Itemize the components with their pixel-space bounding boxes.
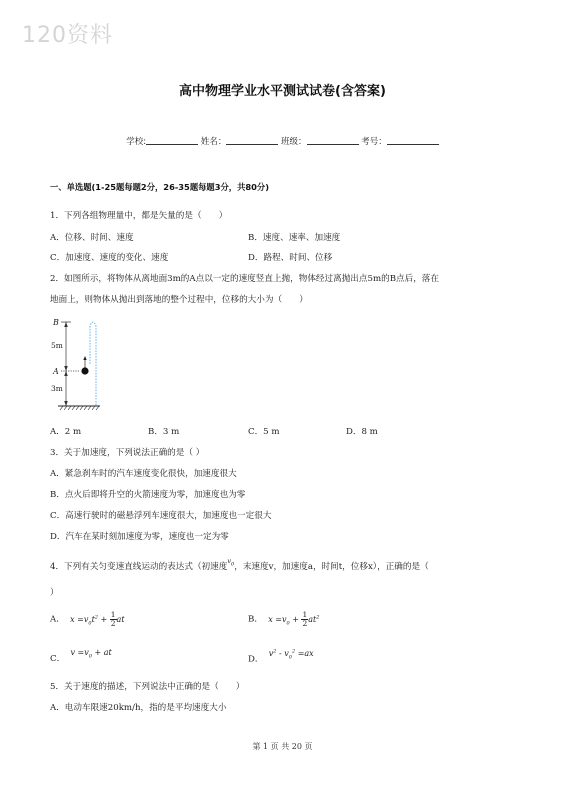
q3-option-a: A．紧急刹车时的汽车速度变化很快，加速度很大	[50, 469, 237, 479]
q2-stem-line2: 地面上，则物体从抛出到落地的整个过程中，位移的大小为（ ）	[50, 295, 308, 305]
q2-label-b: B	[53, 318, 59, 327]
q2-stem-line1: 2．如图所示，将物体从离地面3m的A点以一定的速度竖直上抛，物体经过离抛出点5m的B点后，落在	[50, 274, 439, 284]
section-heading: 一、单选题(1-25题每题2分，26-35题每题3分，共80分)	[50, 182, 270, 192]
q1-stem: 1．下列各组物理量中，都是矢量的是（ ）	[50, 211, 228, 221]
q1-option-b: B．速度、速率、加速度	[248, 233, 341, 243]
q3-option-d: D．汽车在某时刻加速度为零，速度也一定为零	[50, 532, 229, 542]
school-blank	[146, 135, 198, 145]
q5-option-a: A．电动车限速20km/h，指的是平均速度大小	[50, 703, 227, 713]
q4-a-formula: $x =v_0t^2$ + $\frac{1}{2}$ at	[67, 610, 125, 628]
exam-no-label: 考号：	[361, 137, 387, 147]
q2-option-c: C．5 m	[248, 427, 280, 437]
q1-option-d: D．路程、时间、位移	[248, 253, 333, 263]
q1-option-c: C．加速度、速度的变化、速度	[50, 253, 169, 263]
class-blank	[307, 135, 359, 145]
q4-option-b	[248, 611, 319, 628]
q5-stem: 5．关于速度的描述，下列说法中正确的是（ ）	[50, 682, 245, 692]
q4-d-label: D．	[248, 654, 264, 665]
q2-trajectory	[90, 322, 96, 406]
school-label: 学校:	[126, 137, 147, 147]
q3-option-b: B．点火后即将升空的火箭速度为零，加速度也为零	[50, 490, 246, 500]
q2-label-a: A	[53, 367, 59, 376]
exam-no-blank	[387, 135, 439, 145]
student-info-line	[0, 135, 565, 147]
q4-c-label: C．	[50, 654, 66, 664]
q4-stem-close: ）	[50, 588, 59, 598]
q4-option-a	[50, 611, 125, 628]
q2-option-a: A．2 m	[50, 427, 82, 437]
q2-label-5m: 5m	[51, 341, 63, 350]
watermark: 120资料	[22, 23, 113, 48]
q4-stem-post: ，末速度v，加速度a，时间t，位移x），正确的是（	[234, 562, 429, 572]
page-title: 高中物理学业水平测试试卷(含答案)	[179, 84, 386, 99]
q2-ball	[81, 367, 88, 374]
q4-d-formula: $v^2 - v_0^2 =ax$	[266, 648, 314, 661]
q4-stem	[50, 557, 429, 572]
q4-c-formula: $v =v_0$ + at	[67, 648, 112, 660]
q3-option-c: C．高速行驶时的磁悬浮列车速度很大，加速度也一定很大	[50, 511, 272, 521]
q2-figure	[48, 314, 108, 414]
q2-option-b: B．3 m	[148, 427, 180, 437]
q4-option-d	[248, 648, 314, 665]
q4-a-label: A．	[50, 614, 65, 625]
q4-option-c	[50, 648, 112, 664]
name-label: 姓名：	[200, 137, 227, 147]
q2-label-3m: 3m	[51, 384, 63, 393]
q4-stem-v0-sub: 0	[231, 561, 235, 568]
name-blank	[226, 135, 278, 145]
q4-b-formula: $x =v_0$ + $\frac{1}{2}$ $at^2$	[265, 610, 320, 628]
page-footer: 第 1 页 共 20 页	[252, 742, 313, 751]
q1-option-a: A．位移、时间、速度	[50, 233, 134, 243]
class-label: 班级：	[281, 137, 307, 147]
q4-stem-v0: v	[227, 557, 232, 565]
q4-b-label: B．	[248, 614, 263, 625]
q3-stem: 3．关于加速度，下列说法正确的是（ ）	[50, 448, 205, 458]
q2-option-d: D．8 m	[346, 427, 378, 437]
q4-stem-pre: 4．下列有关匀变速直线运动的表达式（初速度	[50, 562, 228, 572]
